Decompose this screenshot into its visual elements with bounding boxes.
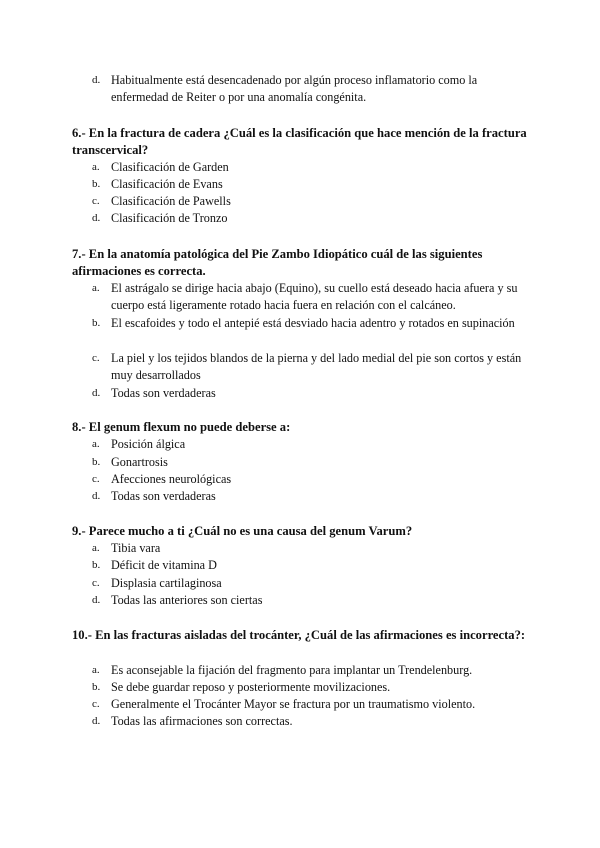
q10-option-a — [92, 662, 532, 679]
option-letter: d. — [92, 715, 101, 727]
q9-option-a — [92, 540, 532, 557]
q7-option-b — [92, 315, 532, 332]
option-letter: c. — [92, 195, 100, 207]
option-text: Tibia vara — [111, 541, 161, 555]
q7-option-a — [92, 280, 532, 314]
question-10-title: 10.- En las fracturas aisladas del trocánter, ¿Cuál de las afirmaciones es incorrecta?: — [72, 628, 526, 642]
option-text: Clasificación de Evans — [111, 177, 223, 191]
q9-option-d — [92, 592, 532, 609]
option-letter: c. — [92, 473, 100, 485]
option-text: Todas las anteriores son ciertas — [111, 593, 263, 607]
option-text: La piel y los tejidos blandos de la pierna y del lado medial del pie son cortos y están muy desarrollados — [111, 351, 522, 382]
option-text: Afecciones neurológicas — [111, 472, 232, 486]
option-letter: c. — [92, 577, 100, 589]
option-letter: a. — [92, 664, 100, 676]
q6-option-b — [92, 176, 532, 193]
question-7-title: 7.- En la anatomía patológica del Pie Zambo Idiopático cuál de las siguientes afirmaciones es correcta. — [72, 247, 483, 278]
option-letter: c. — [92, 352, 100, 364]
question-9-title: 9.- Parece mucho a ti ¿Cuál no es una causa del genum Varum? — [72, 524, 413, 538]
q7-option-d — [92, 385, 532, 402]
option-text: El astrágalo se dirige hacia abajo (Equino), su cuello está deseado hacia afuera y su cuerpo está ligeramente rotado hacia fuera en relación con el calcáneo. — [111, 281, 518, 312]
option-letter: d. — [92, 387, 101, 399]
option-letter: a. — [92, 282, 100, 294]
option-letter: a. — [92, 542, 100, 554]
q6-option-d — [92, 210, 532, 227]
option-text: Gonartrosis — [111, 455, 168, 469]
option-letter: d. — [92, 212, 101, 224]
q10-option-c — [92, 696, 532, 713]
option-letter: a. — [92, 438, 100, 450]
option-text: Displasia cartilaginosa — [111, 576, 222, 590]
option-text: Habitualmente está desencadenado por algún proceso inflamatorio como la enfermedad de Reiter o por una anomalía congénita. — [111, 73, 478, 104]
q10-option-d — [92, 713, 532, 730]
option-letter: b. — [92, 456, 101, 468]
question-6-title: 6.- En la fractura de cadera ¿Cuál es la clasificación que hace mención de la fractura transcervical? — [72, 126, 527, 157]
option-text: Todas son verdaderas — [111, 386, 216, 400]
option-letter: a. — [92, 161, 100, 173]
q8-option-c — [92, 471, 532, 488]
question-8-title: 8.- El genum flexum no puede deberse a: — [72, 420, 291, 434]
option-text: Posición álgica — [111, 437, 186, 451]
q7-option-c — [92, 350, 532, 384]
option-letter: b. — [92, 317, 101, 329]
option-text: Clasificación de Tronzo — [111, 211, 228, 225]
option-text: Clasificación de Pawells — [111, 194, 231, 208]
option-text: Es aconsejable la fijación del fragmento para implantar un Trendelenburg. — [111, 663, 473, 677]
q9-option-c — [92, 575, 532, 592]
option-letter: d. — [92, 490, 101, 502]
q10-option-b — [92, 679, 532, 696]
option-text: Se debe guardar reposo y posteriormente movilizaciones. — [111, 680, 391, 694]
q6-option-a — [92, 159, 532, 176]
q9-option-b — [92, 557, 532, 574]
q6-option-c — [92, 193, 532, 210]
option-letter: b. — [92, 559, 101, 571]
option-text: Clasificación de Garden — [111, 160, 229, 174]
option-letter: b. — [92, 681, 101, 693]
option-text: Todas las afirmaciones son correctas. — [111, 714, 293, 728]
option-text: El escafoides y todo el antepié está desviado hacia adentro y rotados en supinación — [111, 316, 515, 330]
option-letter: c. — [92, 698, 100, 710]
q5-option-d — [92, 72, 532, 106]
q8-option-a — [92, 436, 532, 453]
option-text: Déficit de vitamina D — [111, 558, 217, 572]
q8-option-d — [92, 488, 532, 505]
option-text: Todas son verdaderas — [111, 489, 216, 503]
option-letter: b. — [92, 178, 101, 190]
q8-option-b — [92, 454, 532, 471]
option-letter: d. — [92, 594, 101, 606]
option-letter: d. — [92, 74, 101, 86]
option-text: Generalmente el Trocánter Mayor se fractura por un traumatismo violento. — [111, 697, 476, 711]
